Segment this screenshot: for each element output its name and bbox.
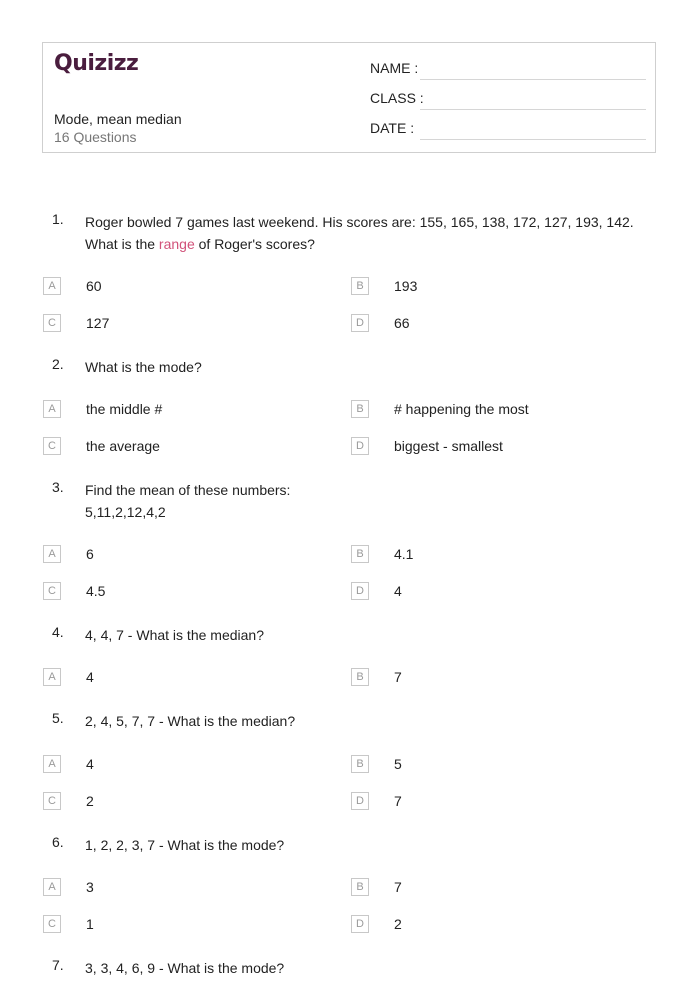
option-letter: C	[43, 792, 61, 810]
question-number: 1.	[52, 211, 64, 227]
option-letter: A	[43, 668, 61, 686]
option-letter: D	[351, 792, 369, 810]
question-text: Find the mean of these numbers: 5,11,2,12,4,2	[85, 482, 291, 520]
option-text: # happening the most	[394, 401, 529, 417]
option-text: 4.5	[86, 583, 106, 599]
question-text: 4, 4, 7 - What is the median?	[85, 627, 264, 643]
option-text: 7	[394, 879, 402, 895]
option-letter: C	[43, 582, 61, 600]
option-text: 7	[394, 793, 402, 809]
option-letter: D	[351, 314, 369, 332]
option-text: 2	[394, 916, 402, 932]
date-label: DATE :	[370, 120, 415, 136]
option-text: 1	[86, 916, 94, 932]
question-number: 4.	[52, 624, 64, 640]
option-text: the middle #	[86, 401, 163, 417]
option-letter: D	[351, 437, 369, 455]
option-text: 193	[394, 278, 418, 294]
option-letter: C	[43, 915, 61, 933]
option-text: 5	[394, 756, 402, 772]
question-number: 6.	[52, 834, 64, 850]
date-field[interactable]	[370, 120, 646, 140]
option-letter: B	[351, 400, 369, 418]
question-text: Roger bowled 7 games last weekend. His scores are: 155, 165, 138, 172, 127, 193, 142. What is the range of Roger's scores?	[85, 214, 634, 252]
option-letter: A	[43, 545, 61, 563]
option-text: the average	[86, 438, 160, 454]
quizizz-logo: Quizizz	[54, 51, 139, 76]
option-text: 4	[86, 756, 94, 772]
option-text: 7	[394, 669, 402, 685]
question-text: What is the mode?	[85, 359, 202, 375]
name-line	[420, 79, 646, 80]
class-field[interactable]	[370, 90, 646, 110]
question-text: 2, 4, 5, 7, 7 - What is the median?	[85, 713, 296, 729]
class-line	[420, 109, 646, 110]
option-text: 4.1	[394, 546, 414, 562]
name-field[interactable]	[370, 60, 646, 80]
option-letter: B	[351, 545, 369, 563]
option-letter: C	[43, 314, 61, 332]
option-letter: B	[351, 277, 369, 295]
option-text: 2	[86, 793, 94, 809]
option-letter: D	[351, 582, 369, 600]
option-text: biggest - smallest	[394, 438, 503, 454]
option-letter: A	[43, 400, 61, 418]
question-number: 3.	[52, 479, 64, 495]
option-letter: A	[43, 755, 61, 773]
name-label: NAME :	[370, 60, 419, 76]
option-letter: B	[351, 755, 369, 773]
option-text: 6	[86, 546, 94, 562]
option-letter: B	[351, 668, 369, 686]
question-text: 3, 3, 4, 6, 9 - What is the mode?	[85, 960, 285, 976]
option-text: 60	[86, 278, 102, 294]
question-number: 2.	[52, 356, 64, 372]
option-letter: C	[43, 437, 61, 455]
option-text: 127	[86, 315, 110, 331]
question-count: 16 Questions	[54, 129, 137, 145]
date-line	[420, 139, 646, 140]
question-text: 1, 2, 2, 3, 7 - What is the mode?	[85, 837, 285, 853]
class-label: CLASS :	[370, 90, 424, 106]
option-text: 3	[86, 879, 94, 895]
highlight-word: range	[158, 236, 195, 252]
option-letter: A	[43, 878, 61, 896]
option-letter: A	[43, 277, 61, 295]
option-text: 4	[86, 669, 94, 685]
question-number: 5.	[52, 710, 64, 726]
question-number: 7.	[52, 957, 64, 973]
worksheet-header	[42, 42, 656, 153]
option-letter: B	[351, 878, 369, 896]
option-text: 4	[394, 583, 402, 599]
option-text: 66	[394, 315, 410, 331]
worksheet-title: Mode, mean median	[54, 111, 182, 127]
option-letter: D	[351, 915, 369, 933]
